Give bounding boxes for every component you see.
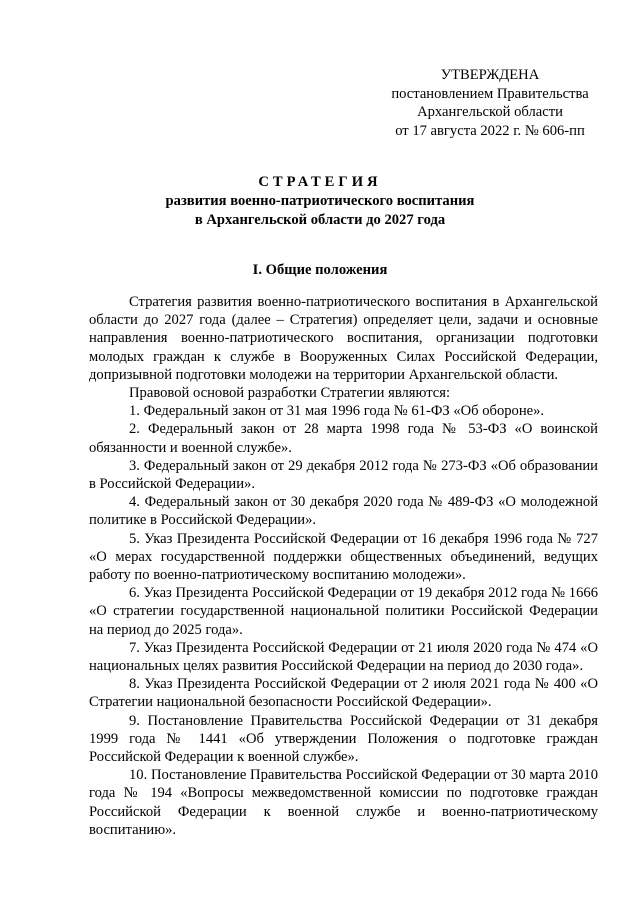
approval-block	[380, 66, 600, 140]
approval-region: Архангельской области	[417, 104, 563, 121]
list-item: 8. Указ Президента Российской Федерации от 2 июля 2021 года № 400 «О Стратегии национальной безопасности Российской Федерации».	[89, 676, 598, 711]
document-title: СТРАТЕГИЯ	[258, 174, 382, 190]
list-item: 3. Федеральный закон от 29 декабря 2012 года № 273-ФЗ «Об образовании в Российской Федерации».	[89, 457, 598, 493]
document-subtitle	[0, 192, 640, 229]
list-item: 2. Федеральный закон от 28 марта 1998 года № 53-ФЗ «О воинской обязанности и военной службе».	[89, 421, 598, 456]
list-item: 5. Указ Президента Российской Федерации от 16 декабря 1996 года № 727 «О мерах государственной поддержки общественных объединений, ведущих работу по военно-патриотическому воспитанию молодежи».	[89, 530, 598, 584]
list-item: 4. Федеральный закон от 30 декабря 2020 года № 489-ФЗ «О молодежной политике в Российской Федерации».	[89, 494, 598, 529]
section-heading: I. Общие положения	[252, 262, 388, 278]
list-item: 6. Указ Президента Российской Федерации от 19 декабря 2012 года № 1666 «О стратегии государственной национальной политики Российской Федерации на период до 2025 года».	[89, 585, 598, 638]
subtitle-line-2: в Архангельской области до 2027 года	[194, 211, 446, 228]
approval-status: УТВЕРЖДЕНА	[440, 67, 540, 83]
document-body	[89, 293, 598, 839]
paragraph-intro: Стратегия развития военно-патриотического воспитания в Архангельской области до 2027 года (далее – Стратегия) определяет цели, задачи и основные направления военно-патриотического воспитания, организации подготовки молодых граждан к службе в Вооруженных Силах Российской Федерации, допризывной подготовки молодежи на территории Архангельской области.	[89, 294, 598, 383]
list-item: 9. Постановление Правительства Российской Федерации от 31 декабря 1999 года № 1441 «Об утверждении Положения о подготовке граждан Российской Федерации к военной службе».	[89, 712, 598, 766]
subtitle-line-1: развития военно-патриотического воспитания	[165, 193, 475, 209]
approval-issuer: постановлением Правительства	[391, 85, 589, 102]
list-item: 10. Постановление Правительства Российской Федерации от 30 марта 2010 года № 194 «Вопросы межведомственной комиссии по подготовке граждан Российской Федерации к военной службе и военно-патриотическому воспитанию».	[89, 767, 598, 838]
paragraph-legal-basis: Правовой основой разработки Стратегии являются:	[129, 385, 451, 402]
list-item: 1. Федеральный закон от 31 мая 1996 года № 61-ФЗ «Об обороне».	[129, 403, 545, 420]
approval-date-number: от 17 августа 2022 г. № 606-пп	[395, 122, 585, 139]
list-item: 7. Указ Президента Российской Федерации от 21 июля 2020 года № 474 «О национальных целях развития Российской Федерации на период до 2030 года».	[89, 639, 598, 675]
